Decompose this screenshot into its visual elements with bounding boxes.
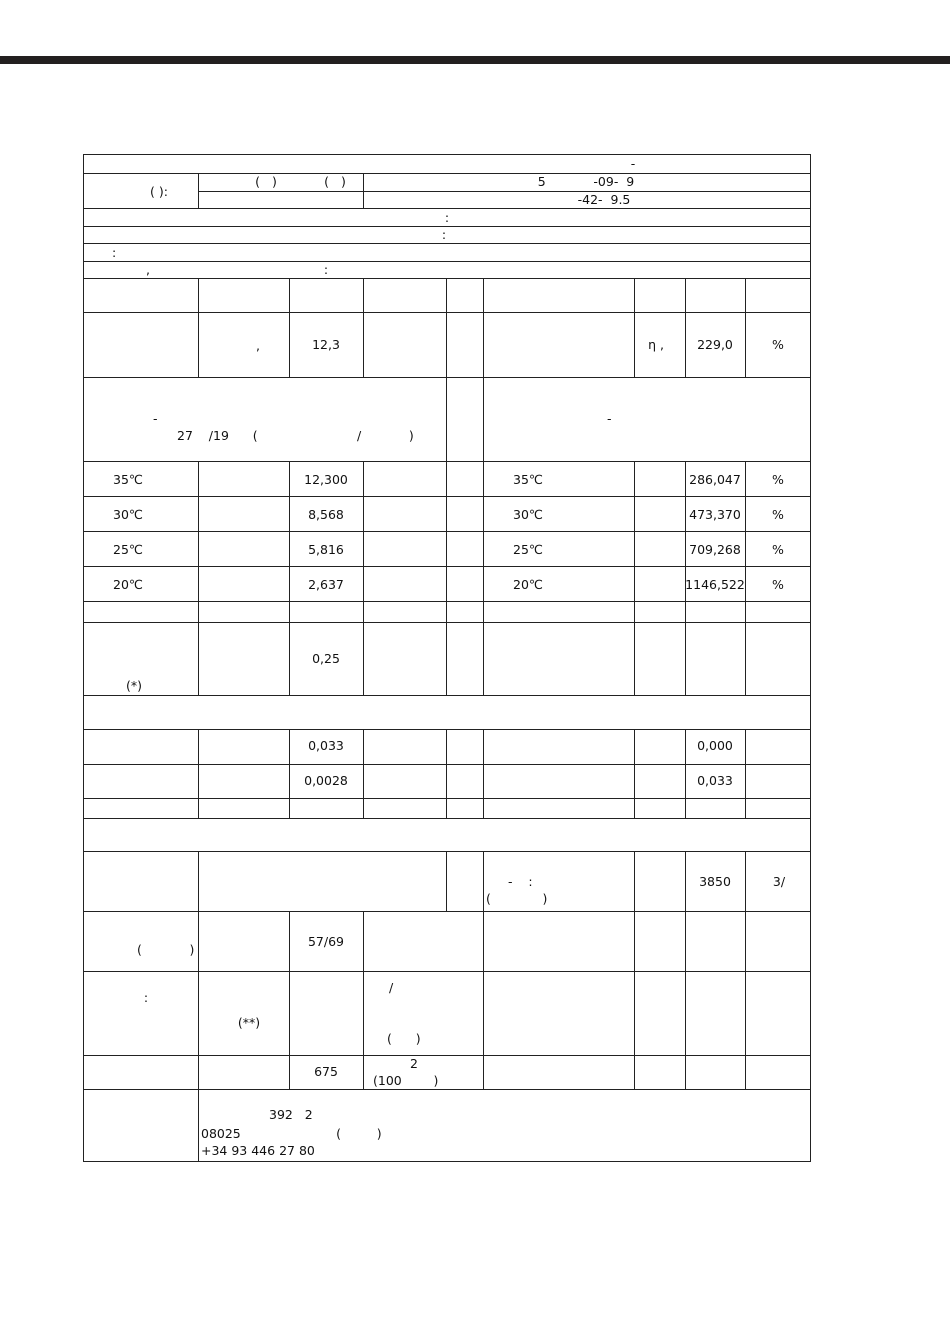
col-line [198,278,199,377]
row-line [84,818,810,819]
col-line [685,278,686,377]
refrigerant-paren: ( ) [387,1031,421,1046]
degradation-value: 0,25 [312,651,340,666]
col-line [745,851,746,1089]
summary-comma: , [256,338,260,353]
title-mark: - [630,156,636,171]
gwp-subscript: 2 [410,1056,418,1071]
contact-phone: +34 93 446 27 80 [201,1143,315,1158]
col-line [483,278,484,695]
power-value: 0,033 [308,738,344,753]
row-colon: : [323,262,329,277]
col-line [634,461,635,695]
efficiency-value: 1146,522 [685,577,745,592]
col-line [634,851,635,1089]
row-line [84,312,810,313]
col-line [198,191,199,208]
row-line [84,208,810,209]
col-line [198,729,199,818]
design-capacity-value: 12,3 [312,337,340,352]
spec-table [83,154,811,1162]
airflow-label: - : [508,874,533,889]
row-line [84,243,810,244]
power-value: 0,000 [697,738,733,753]
row-line [84,278,810,279]
col-line [363,173,364,208]
row-colon: : [441,227,447,242]
capacity-value: 8,568 [308,507,344,522]
temp-label: 30℃ [513,507,543,522]
col-line [363,461,364,695]
seasonal-efficiency-value: 229,0 [697,337,733,352]
col-line [685,729,686,818]
refrigerant-colon: : [143,990,149,1005]
row-line [84,764,810,765]
efficiency-unit: % [772,542,784,557]
col-line [446,851,447,911]
row-line [84,226,810,227]
gwp-paren: (100 ) [373,1073,439,1088]
power-value: 0,033 [697,773,733,788]
airflow-unit: 3/ [772,874,786,889]
power-value: 0,0028 [304,773,348,788]
row-line [84,496,810,497]
refrigerant-slash: / [389,980,394,995]
temp-label: 20℃ [113,577,143,592]
row-line [84,1089,810,1090]
conditions-text: 27 /19 ( / ) [177,428,414,443]
col-line [363,278,364,377]
gwp-value: 675 [314,1064,338,1079]
col-line [634,729,635,818]
col-line [198,851,199,1161]
temp-label: 25℃ [113,542,143,557]
model-code-outdoor: -42- 9.5 [577,192,631,207]
temp-label: 25℃ [513,542,543,557]
bracket-pair: ( ) [324,174,346,189]
efficiency-unit: % [772,577,784,592]
efficiency-unit: % [772,472,784,487]
row-line [84,911,810,912]
row-line [198,191,810,192]
col-line [198,461,199,695]
col-line [483,851,484,1089]
row-line [84,1055,810,1056]
conditions-dash: - [153,411,158,426]
col-line [363,911,364,1089]
col-line [289,278,290,377]
efficiency-value: 473,370 [689,507,741,522]
seasonal-efficiency-label: η , [648,337,664,352]
col-line [289,729,290,818]
row-line [84,461,810,462]
efficiency-value: 286,047 [689,472,741,487]
capacity-value: 5,816 [308,542,344,557]
row-line [84,601,810,602]
col-line [745,729,746,818]
col-line [363,729,364,818]
airflow-value: 3850 [699,874,731,889]
col-line [198,173,199,191]
col-line [634,278,635,377]
row-line [84,851,810,852]
contact-address: 392 2 [269,1107,313,1122]
col-line [745,278,746,377]
temp-label: 30℃ [113,507,143,522]
efficiency-unit: % [772,507,784,522]
seasonal-efficiency-unit: % [772,337,784,352]
temp-label: 20℃ [513,577,543,592]
capacity-value: 2,637 [308,577,344,592]
row-line [84,622,810,623]
row-colon: : [112,245,117,260]
col-line [745,461,746,695]
top-rule [0,56,950,64]
footnote-marker: (*) [125,678,143,693]
noise-value: 57/69 [307,934,345,949]
row-line [84,173,810,174]
conditions-dash: - [607,411,612,426]
col-line [483,729,484,818]
row-line [84,377,810,378]
col-line [685,851,686,1089]
row-line [84,531,810,532]
row-line [84,261,810,262]
col-line [289,911,290,1089]
row-colon: : [444,210,450,225]
noise-paren: ( ) [137,942,195,957]
efficiency-value: 709,268 [689,542,741,557]
row-line [84,566,810,567]
temp-label: 35℃ [113,472,143,487]
footnote-marker: (**) [237,1015,261,1030]
model-label: ( ): [150,184,168,199]
temp-label: 35℃ [513,472,543,487]
col-line [289,461,290,695]
row-line [84,729,810,730]
capacity-value: 12,300 [304,472,348,487]
row-line [84,695,810,696]
col-line [446,278,447,695]
model-code-indoor: 5 -09- 9 [537,174,635,189]
row-comma: , [146,262,150,277]
col-line [446,729,447,818]
contact-postcode: 08025 ( ) [201,1126,382,1141]
airflow-paren: ( ) [486,891,548,906]
row-line [84,798,810,799]
row-line [84,971,810,972]
bracket-pair: ( ) [255,174,277,189]
